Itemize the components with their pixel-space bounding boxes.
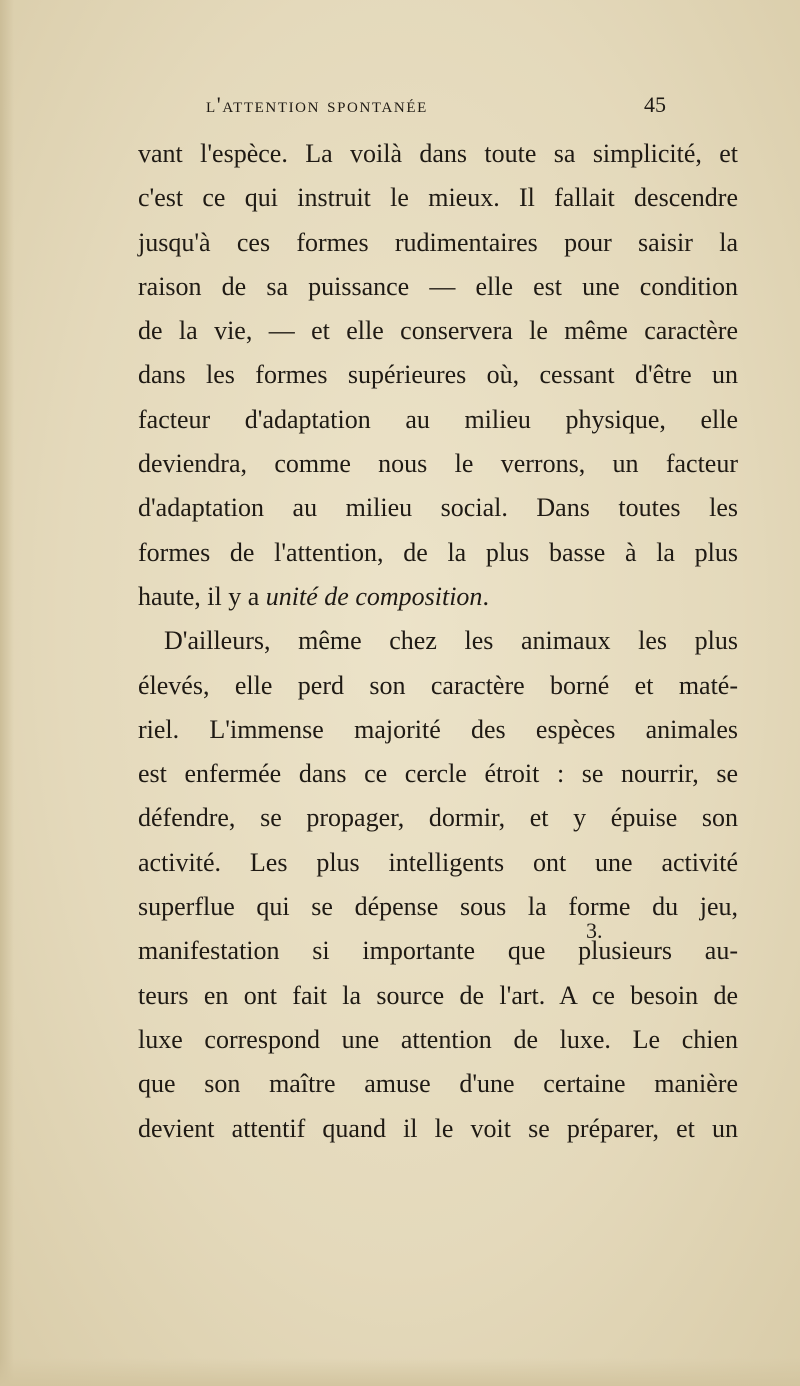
signature-mark: 3.: [586, 918, 603, 943]
text-line-paragraph-end: [138, 575, 738, 619]
page-number: 45: [644, 92, 666, 117]
text-line: activité. Les plus intelligents ont une activité: [138, 847, 738, 877]
text-line: teurs en ont fait la source de l'art. A ce besoin de: [138, 980, 738, 1010]
text-line: luxe correspond une attention de luxe. Le chien: [138, 1024, 738, 1054]
text-line: superflue qui se dépense sous la forme du jeu,: [138, 892, 738, 922]
text-line: défendre, se propager, dormir, et y épuise son: [138, 803, 738, 833]
text-line: raison de sa puissance — elle est une condition: [138, 271, 738, 301]
text-line: est enfermée dans ce cercle étroit : se nourrir, se: [138, 759, 738, 789]
text-line: devient attentif quand il le voit se préparer, et un: [138, 1113, 738, 1143]
text-line: facteur d'adaptation au milieu physique, elle: [138, 404, 738, 434]
text-line: dans les formes supérieures où, cessant d'être un: [138, 360, 738, 390]
italic-phrase: unité de composition: [265, 581, 483, 611]
text-line: de la vie, — et elle conservera le même caractère: [138, 316, 738, 346]
text-line: d'adaptation au milieu social. Dans toutes les: [138, 493, 738, 523]
body-text: [138, 132, 738, 1151]
text-line: vant l'espèce. La voilà dans toute sa simplicité, et: [138, 139, 738, 168]
text-line: c'est ce qui instruit le mieux. Il fallait descendre: [138, 183, 738, 213]
running-title: l'attention spontanée: [206, 92, 428, 117]
text-line: riel. L'immense majorité des espèces animales: [138, 714, 738, 744]
text-segment: haute, il y a: [138, 581, 266, 611]
text-line: élevés, elle perd son caractère borné et maté-: [138, 670, 738, 700]
text-line: manifestation si importante que plusieurs au-: [138, 936, 738, 966]
text-line: deviendra, comme nous le verrons, un facteur: [138, 449, 738, 479]
page-gutter: [0, 0, 14, 1386]
running-head: [206, 92, 766, 128]
text-line-paragraph-start: D'ailleurs, même chez les animaux les plus: [164, 626, 738, 656]
text-line: jusqu'à ces formes rudimentaires pour saisir la: [138, 227, 738, 257]
page-edge-shadow: [0, 1358, 800, 1386]
text-line: que son maître amuse d'une certaine manière: [138, 1069, 738, 1099]
text-line: formes de l'attention, de la plus basse à la plus: [138, 537, 738, 567]
text-segment: .: [482, 581, 489, 611]
